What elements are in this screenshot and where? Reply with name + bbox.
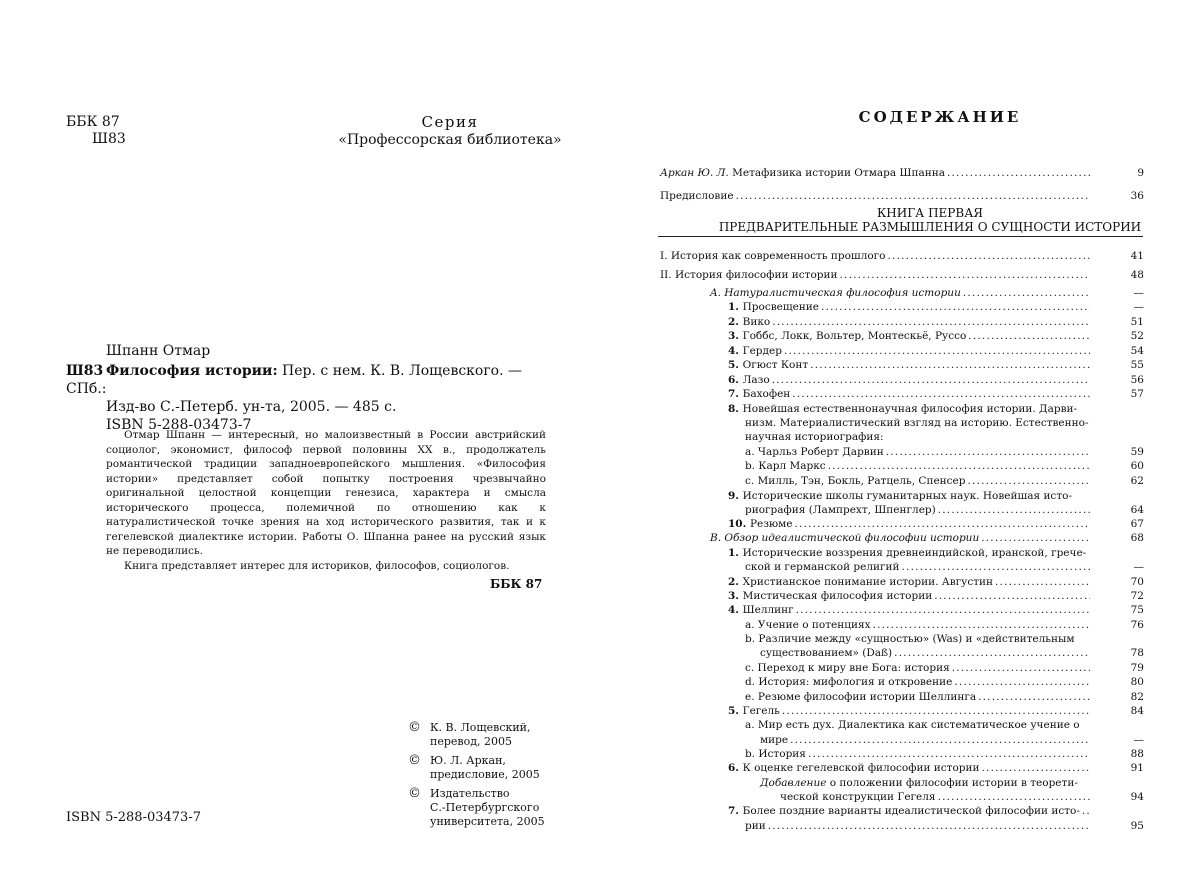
toc-page-number: — (1133, 301, 1144, 313)
toc-entry (728, 403, 1077, 416)
toc-leader (938, 504, 1090, 517)
toc-entry-text: Просвещение (742, 301, 820, 313)
toc-entry-text: a. Чарльз Роберт Дарвин (745, 446, 884, 458)
toc-entry-title (728, 359, 808, 372)
toc-entry-title (760, 734, 788, 747)
toc-entry-title (745, 676, 952, 689)
toc-entry-text: мире (760, 734, 789, 746)
toc-leader (792, 388, 1090, 401)
toc-entry (745, 691, 1144, 704)
toc-leader (968, 330, 1090, 343)
toc-page-number: 70 (1130, 576, 1144, 588)
toc-entry-text: Метафизика истории Отмара Шпанна (728, 167, 945, 179)
toc-entry (745, 504, 1144, 517)
toc-entry-title (745, 446, 884, 459)
toc-leader (888, 250, 1090, 263)
toc-entry-title (728, 330, 966, 343)
toc-entry-title (745, 820, 766, 833)
toc-leader (1082, 805, 1090, 818)
bbk-classification (66, 114, 126, 148)
toc-page-number: 95 (1130, 820, 1144, 832)
toc-entry-number: 5. (728, 359, 743, 371)
toc-entry-title (728, 490, 1072, 502)
toc-leader (947, 167, 1090, 180)
toc-entry-text: e. Резюме философии истории Шеллинга (745, 691, 977, 703)
toc-entry-text: Гердер (742, 345, 782, 357)
toc-leader (982, 762, 1090, 775)
toc-entry-author: Аркан Ю. Л. (660, 167, 729, 179)
toc-page-number: — (1133, 561, 1144, 573)
copyright-icon: © (408, 753, 421, 768)
copyright-icon: © (408, 720, 421, 735)
toc-entry-title (660, 269, 838, 282)
toc-entry-number: 9. (728, 490, 743, 502)
toc-entry (660, 269, 1144, 282)
toc-entry-number: 1. (728, 547, 743, 559)
biblio-line1: Пер. с нем. К. В. Лощевского. — СПб.: (66, 363, 523, 397)
toc-leader (952, 662, 1090, 675)
toc-entry-number: 8. (728, 403, 743, 415)
toc-entry (728, 330, 1144, 343)
toc-entry (728, 345, 1144, 358)
toc-entry (780, 791, 1144, 804)
toc-entry-text: Исторические школы гуманитарных наук. Новейшая исто- (742, 490, 1072, 502)
toc-leader (828, 460, 1090, 473)
toc-leader (894, 647, 1090, 660)
toc-entry-text: c. Милль, Тэн, Бокль, Ратцель, Спенсер (745, 475, 966, 487)
biblio-title: Философия истории: (106, 363, 278, 379)
toc-entry (745, 619, 1144, 632)
toc-entry-title (728, 374, 770, 387)
toc-entry-text: научная историография: (745, 431, 884, 443)
toc-entry-title (660, 250, 886, 263)
toc-entry-text: низм. Материалистический взгляд на историю. Естественно- (745, 417, 1089, 429)
toc-leader (938, 791, 1090, 804)
toc-entry-text: Мистическая философия истории (742, 590, 933, 602)
toc-entry (728, 805, 1092, 818)
toc-page-number: 75 (1130, 604, 1144, 616)
toc-page-number: 52 (1130, 330, 1144, 342)
toc-entry-text: Бахофен (742, 388, 791, 400)
toc-leader (873, 619, 1090, 632)
toc-entry-title (728, 762, 980, 775)
toc-entry-title (728, 301, 819, 314)
bbk-label: ББК 87 (66, 114, 120, 130)
copyright-item (408, 787, 578, 829)
toc-page-number: 62 (1130, 475, 1144, 487)
toc-page-number: 60 (1130, 460, 1144, 472)
toc-entry-text: Более поздние варианты идеалистической философии исто- (742, 805, 1080, 817)
toc-leader (808, 748, 1090, 761)
copyright-detail: перевод, 2005 (430, 735, 512, 748)
toc-page-number: 51 (1130, 316, 1144, 328)
toc-entry-title (728, 403, 1077, 415)
toc-entry-title (745, 719, 1080, 731)
toc-entry-text: ской и германской религий (745, 561, 900, 573)
toc-entry-title (710, 287, 961, 300)
toc-entry-text: a. Мир есть дух. Диалектика как систематическое учение о (745, 719, 1080, 731)
toc-entry-text: II. История философии истории (660, 269, 838, 281)
toc-entry-number: 3. (728, 330, 743, 342)
toc-entry-text: b. Различие между «сущностью» (Was) и «действительным (745, 633, 1075, 645)
toc-entry-title (660, 167, 945, 180)
series-block (330, 113, 570, 149)
toc-entry-text: ческой конструкции Гегеля (780, 791, 936, 803)
toc-entry (745, 460, 1144, 473)
bbk-bottom: ББК 87 (490, 577, 543, 591)
toc-entry-title (710, 532, 979, 545)
toc-page-number: 78 (1130, 647, 1144, 659)
toc-page-number: 91 (1130, 762, 1144, 774)
toc-entry-title (728, 705, 780, 718)
toc-entry-title (745, 460, 826, 473)
toc-entry-title (745, 662, 950, 675)
toc-entry (745, 417, 1089, 430)
copyright-item (408, 721, 578, 749)
toc-entry-text: Исторические воззрения древнеиндийской, иранской, грече- (742, 547, 1087, 559)
toc-entry-number: 10. (728, 518, 750, 530)
toc-page-number: 48 (1130, 269, 1144, 281)
toc-entry-number: 3. (728, 590, 743, 602)
biblio-code: Ш83 (66, 363, 104, 379)
toc-entry (745, 475, 1144, 488)
toc-page-number: 88 (1130, 748, 1144, 760)
toc-entry-title (728, 316, 770, 329)
toc-entry (728, 359, 1144, 372)
toc-entry-text: b. Карл Маркс (745, 460, 826, 472)
toc-entry-text: d. История: мифология и откровение (745, 676, 953, 688)
toc-entry-text: B. Обзор идеалистической философии истории (710, 532, 980, 544)
book-title-2: ПРЕДВАРИТЕЛЬНЫЕ РАЗМЫШЛЕНИЯ О СУЩНОСТИ ИСТОРИИ (718, 220, 1142, 234)
toc-entry-number: 2. (728, 316, 743, 328)
annotation-paragraph-2: Книга представляет интерес для историков, философов, социологов. (124, 559, 510, 572)
toc-entry-text: Гоббс, Локк, Вольтер, Монтескьё, Руссо (742, 330, 967, 342)
toc-leader (963, 287, 1090, 300)
biblio-isbn: ISBN 5-288-03473-7 (106, 417, 252, 433)
toc-entry (760, 734, 1144, 747)
toc-entry-title (728, 576, 993, 589)
toc-heading: СОДЕРЖАНИЕ (858, 108, 1022, 126)
toc-leader (995, 576, 1090, 589)
toc-entry (745, 676, 1144, 689)
toc-leader (886, 446, 1090, 459)
toc-entry (660, 167, 1144, 180)
toc-page-number: 80 (1130, 676, 1144, 688)
toc-entry-number: 7. (728, 388, 743, 400)
toc-leader (794, 518, 1090, 531)
toc-entry (745, 820, 1144, 833)
toc-entry-text: A. Натуралистическая философия истории (710, 287, 961, 299)
toc-page-number: 64 (1130, 504, 1144, 516)
toc-leader (821, 301, 1090, 314)
toc-leader (772, 316, 1090, 329)
toc-entry (728, 576, 1144, 589)
series-title: Серия (421, 113, 479, 131)
author-code: Ш83 (92, 131, 126, 147)
toc-entry-title (760, 647, 892, 660)
toc-entry-text: Гегель (742, 705, 780, 717)
toc-entry-title (745, 504, 936, 517)
toc-entry (728, 388, 1144, 401)
isbn-bottom: ISBN 5-288-03473-7 (66, 810, 201, 825)
toc-page-number: 41 (1130, 250, 1144, 262)
toc-page-number: — (1133, 287, 1144, 299)
toc-entry-text: Резюме (749, 518, 793, 530)
toc-entry-title (728, 604, 794, 617)
toc-entry (728, 604, 1144, 617)
toc-entry-text: Новейшая естественнонаучная философия истории. Дарви- (742, 403, 1078, 415)
toc-page-number: 67 (1130, 518, 1144, 530)
copyright-block (408, 721, 578, 834)
toc-entry (745, 561, 1144, 574)
toc-entry (745, 662, 1144, 675)
toc-leader (772, 374, 1090, 387)
toc-page-number: — (1133, 734, 1144, 746)
toc-entry-title (760, 777, 1078, 789)
copyright-item (408, 754, 578, 782)
toc-leader (954, 676, 1090, 689)
toc-leader (736, 190, 1090, 203)
toc-entry-title (745, 619, 871, 632)
toc-entry-text: Христианское понимание истории. Августин (742, 576, 994, 588)
toc-page-number: 79 (1130, 662, 1144, 674)
toc-entry-title (745, 417, 1089, 429)
toc-page-number: 56 (1130, 374, 1144, 386)
toc-entry-text: a. Учение о потенциях (745, 619, 871, 631)
toc-entry (660, 250, 1144, 263)
toc-entry (728, 518, 1144, 531)
toc-entry-text: I. История как современность прошлого (660, 250, 886, 262)
toc-entry-number: 6. (728, 762, 743, 774)
toc-entry (728, 490, 1072, 503)
toc-entry (660, 190, 1144, 203)
toc-entry (728, 547, 1086, 560)
toc-entry-text: рии (745, 820, 766, 832)
toc-entry (728, 374, 1144, 387)
toc-page-number: 9 (1137, 167, 1144, 179)
book-title-1: КНИГА ПЕРВАЯ (877, 206, 983, 220)
toc-entry (728, 762, 1144, 775)
toc-entry-number: 2. (728, 576, 743, 588)
toc-page-number: 72 (1130, 590, 1144, 602)
toc-leader (796, 604, 1090, 617)
bibliographic-record (66, 362, 556, 434)
toc-entry-author: Добавление (760, 777, 827, 789)
toc-entry (745, 719, 1080, 732)
toc-page-number: 82 (1130, 691, 1144, 703)
toc-entry-number: 5. (728, 705, 743, 717)
toc-entry-title (745, 561, 900, 574)
toc-entry-number: 6. (728, 374, 743, 386)
toc-leader (768, 820, 1090, 833)
toc-entry (745, 633, 1075, 646)
toc-entry-title (745, 748, 806, 761)
copyright-detail: С.-Петербургского (430, 801, 540, 814)
toc-leader (840, 269, 1090, 282)
toc-entry (745, 446, 1144, 459)
copyright-holder: Ю. Л. Аркан, (430, 754, 506, 767)
biblio-line2: Изд-во С.-Петерб. ун-та, 2005. — 485 с. (106, 399, 397, 415)
toc-entry-title (745, 431, 884, 443)
toc-entry-title (728, 518, 792, 531)
toc-entry (760, 647, 1144, 660)
copyright-detail: университета, 2005 (430, 815, 545, 828)
toc-entry-text: риография (Лампрехт, Шпенглер) (745, 504, 936, 516)
copyright-detail: предисловие, 2005 (430, 768, 540, 781)
copyright-holder: Издательство (430, 787, 510, 800)
toc-entry (728, 301, 1144, 314)
toc-entry (728, 705, 1144, 718)
toc-entry-text: Предисловие (660, 190, 734, 202)
toc-page-number: 84 (1130, 705, 1144, 717)
toc-entry (710, 287, 1144, 300)
toc-entry-title (745, 475, 965, 488)
toc-entry-text: Вико (742, 316, 771, 328)
toc-entry-text: Шеллинг (742, 604, 794, 616)
toc-page-number: 55 (1130, 359, 1144, 371)
toc-page-number: 94 (1130, 791, 1144, 803)
toc-entry-text: Лазо (742, 374, 770, 386)
toc-leader (967, 475, 1090, 488)
toc-entry (760, 777, 1078, 790)
toc-page-number: 54 (1130, 345, 1144, 357)
toc-entry-title (745, 691, 976, 704)
copyright-icon: © (408, 786, 421, 801)
toc-entry-title (728, 388, 790, 401)
toc-entry-title (728, 345, 782, 358)
toc-page-number: 76 (1130, 619, 1144, 631)
toc-entry (745, 431, 884, 444)
toc-entry (710, 532, 1144, 545)
toc-entry-title (660, 190, 734, 203)
toc-leader (790, 734, 1090, 747)
toc-entry-text: Огюст Конт (742, 359, 809, 371)
toc-leader (902, 561, 1090, 574)
toc-leader (782, 705, 1090, 718)
toc-entry-number: 1. (728, 301, 743, 313)
divider (658, 236, 1143, 237)
toc-leader (981, 532, 1090, 545)
toc-page-number: 36 (1130, 190, 1144, 202)
toc-entry-title (728, 547, 1086, 559)
toc-page-number: 57 (1130, 388, 1144, 400)
copyright-holder: К. В. Лощевский, (430, 721, 531, 734)
toc-entry-text: c. Переход к миру вне Бога: история (745, 662, 950, 674)
annotation (106, 428, 546, 573)
series-name: «Профессорская библиотека» (338, 132, 562, 148)
author-name: Шпанн Отмар (106, 343, 211, 359)
toc-entry-text: о положении философии истории в теорети- (826, 777, 1078, 789)
toc-entry-text: существованием» (Daß) (760, 647, 893, 659)
right-page (600, 0, 1200, 891)
toc-entry-title (728, 590, 932, 603)
toc-entry-number: 4. (728, 604, 743, 616)
toc-entry-title (780, 791, 936, 804)
toc-leader (784, 345, 1090, 358)
toc-leader (810, 359, 1090, 372)
toc-page-number: 68 (1130, 532, 1144, 544)
toc-entry-text: К оценке гегелевской философии истории (742, 762, 980, 774)
toc-entry-title (728, 805, 1080, 818)
toc-entry-number: 7. (728, 805, 743, 817)
toc-leader (978, 691, 1090, 704)
toc-entry-title (745, 633, 1075, 645)
toc-entry-number: 4. (728, 345, 743, 357)
toc-leader (934, 590, 1090, 603)
toc-page-number: 59 (1130, 446, 1144, 458)
toc-entry (728, 316, 1144, 329)
toc-entry (728, 590, 1144, 603)
toc-entry-text: b. История (745, 748, 806, 760)
annotation-paragraph-1: Отмар Шпанн — интересный, но малоизвестный в России австрийский социолог, экономист, философ первой половины XX в., продолжатель романтической традиции западноевропейского мышления. «Философия истории» представляет собой попытку построения чрезвычайно оригинальной целостной концепции генезиса, характера и смысла исторического процесса, полемичной по отношению как к натуралистической точке зрения на ход исторического развития, так и к гегелевской диалектике истории. Работы О. Шпанна ранее на русский язык не переводились. (106, 429, 546, 557)
toc-entry (745, 748, 1144, 761)
